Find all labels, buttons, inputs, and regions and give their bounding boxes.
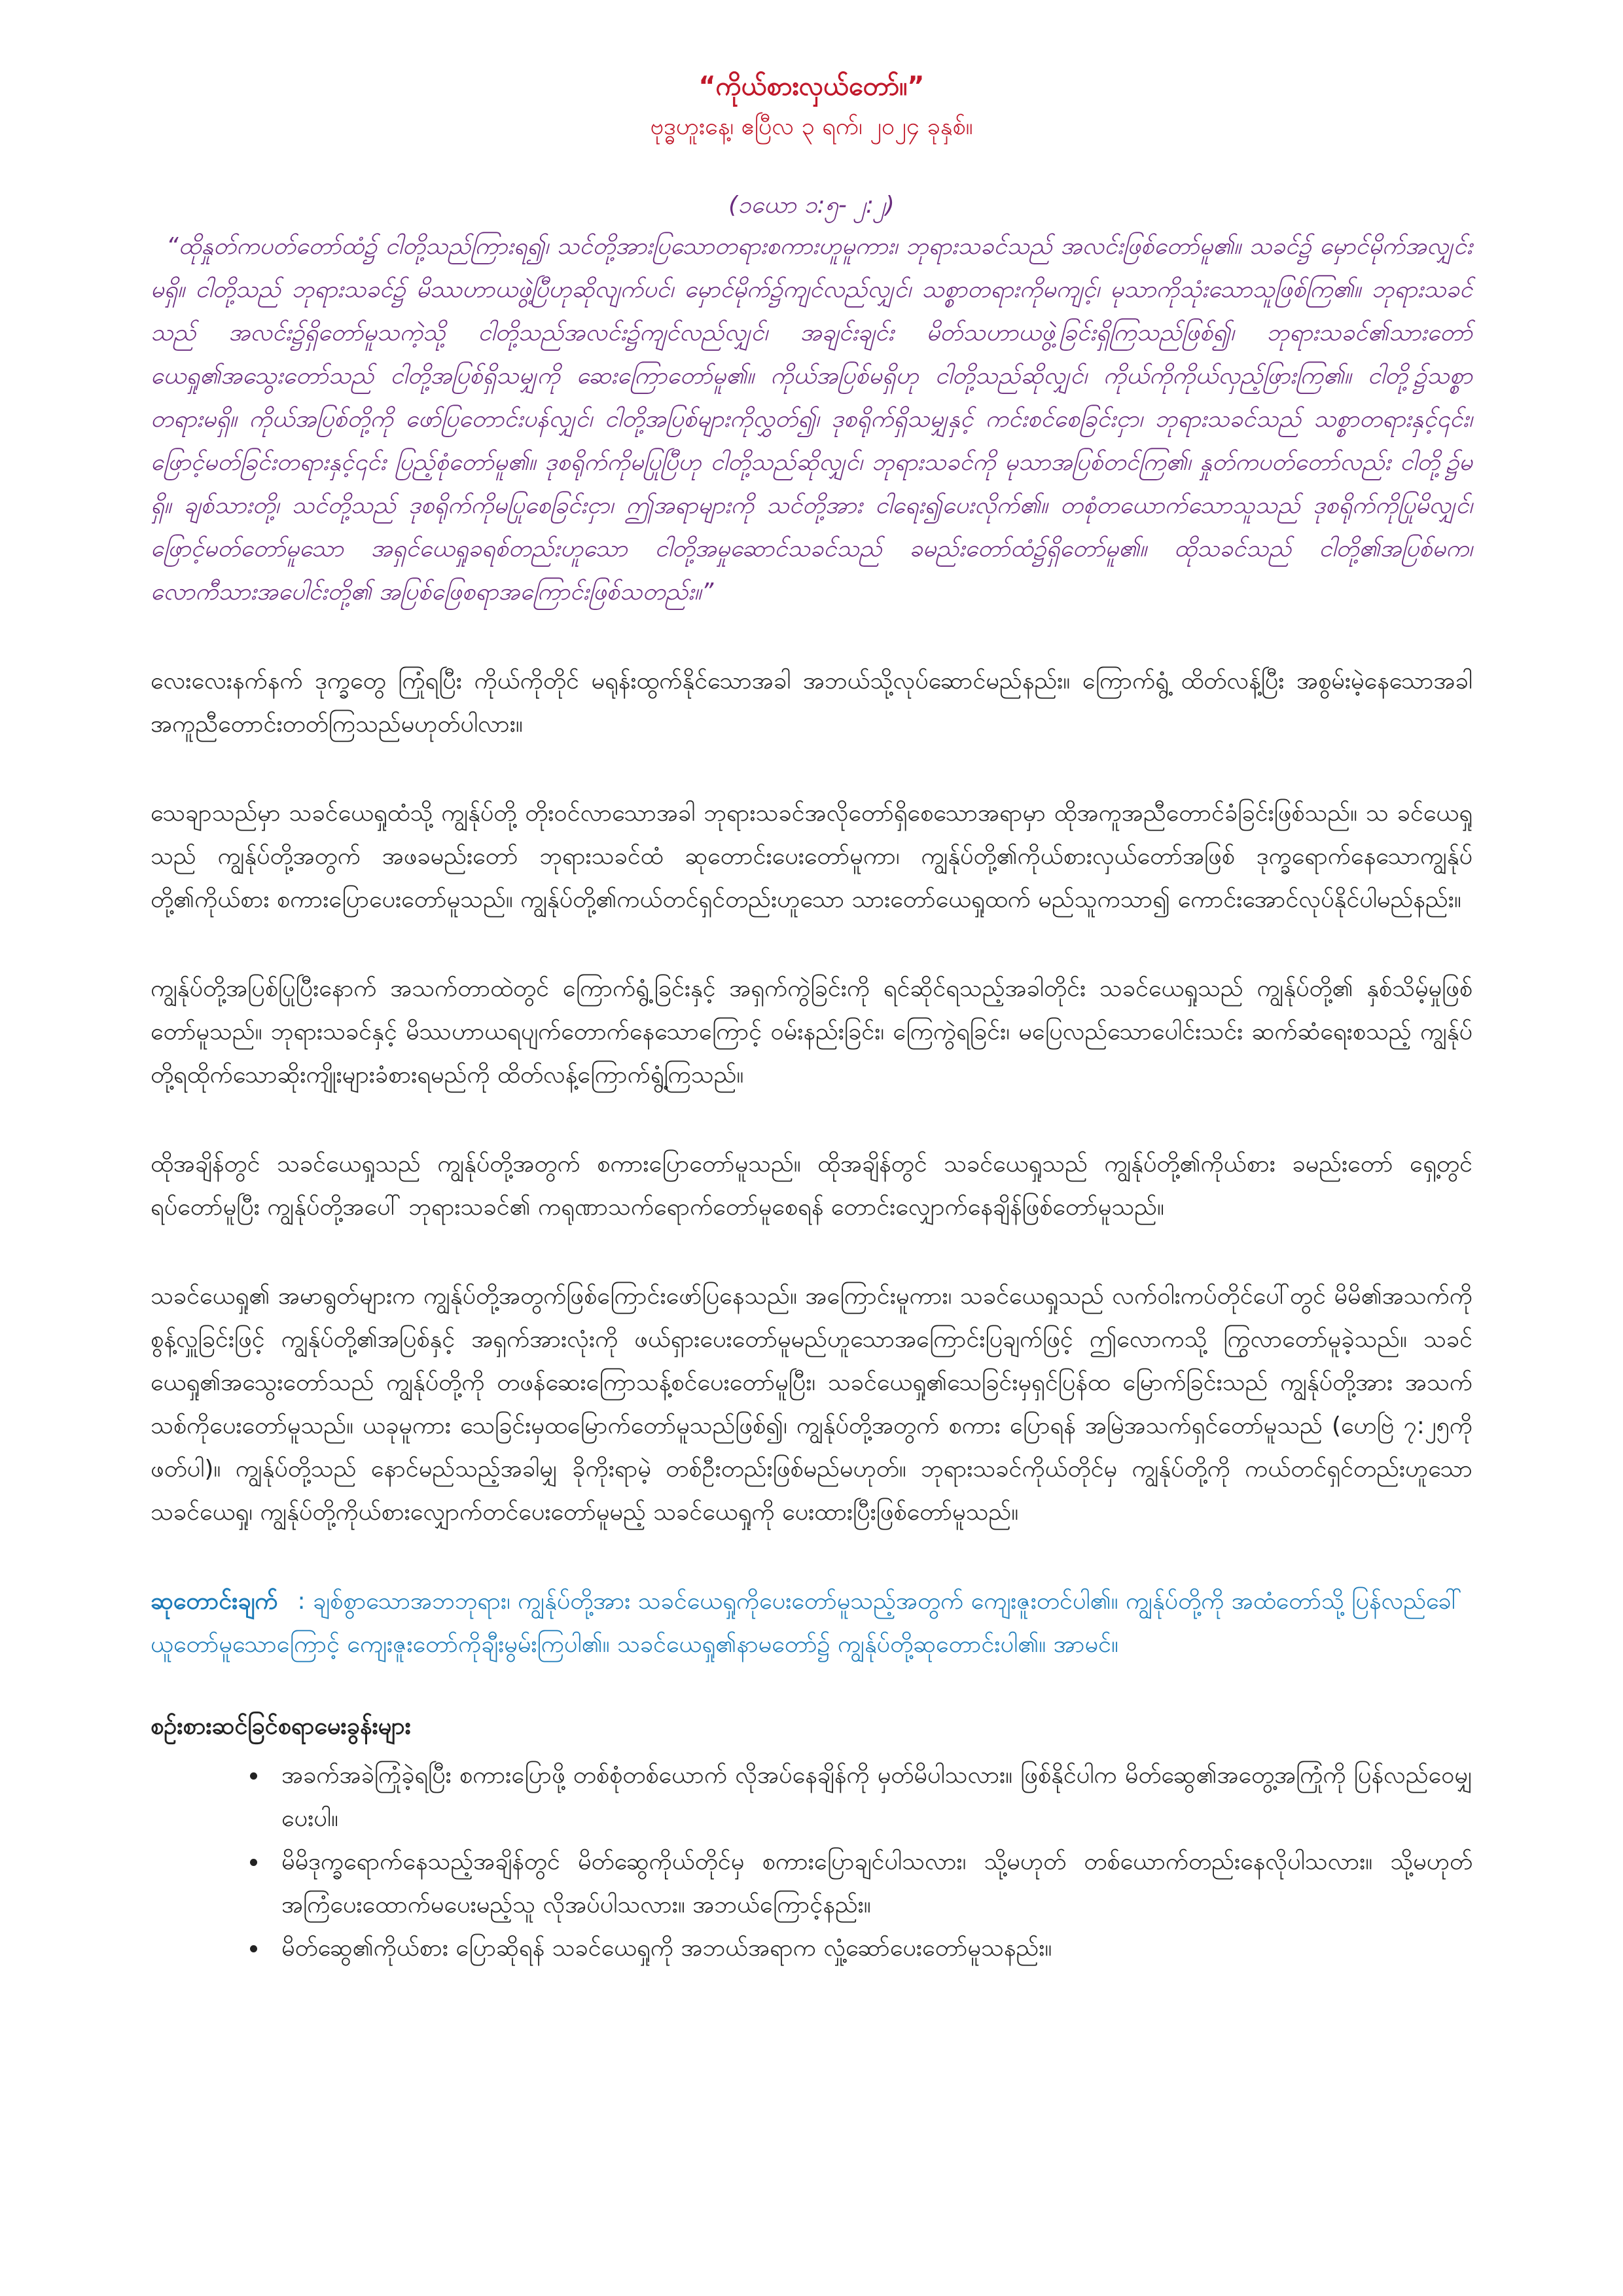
body-paragraph-3: ကျွန်ုပ်တို့အပြစ်ပြုပြီးနောက် အသက်တာထဲတွင် ကြောက်ရွံ့ခြင်းနှင့် အရှက်ကွဲခြင်းကို ရင်ဆိုင်ရသည့်အခါတိုင်း သခင်ယေရှုသည် ကျွန်ုပ်တို့၏ နှစ်သိမ့်မှုဖြစ်တော်မူသည်။ ဘုရားသခင်နှင့် မိဿဟာယရပျက်တောက်နေသောကြောင့် ဝမ်းနည်းခြင်း၊ ကြေကွဲရခြင်း၊ မပြေလည်သောပေါင်းသင်း ဆက်ဆံရေးစသည့် ကျွန်ုပ်တို့ရထိုက်သောဆိုးကျိုးများခံစားရမည်ကို ထိတ်လန့်ကြောက်ရွံ့ကြသည်။ xyxy=(151,975,1472,1088)
page-date: ဗုဒ္ဓဟူးနေ့၊ ဧပြီလ ၃ ရက်၊ ၂၀၂၄ ခုနှစ်။ xyxy=(650,113,973,140)
devotional-page xyxy=(151,65,1472,1970)
body-paragraph-2: သေချာသည်မှာ သခင်ယေရှုထံသို့ ကျွန်ုပ်တို့ တိုးဝင်လာသောအခါ ဘုရားသခင်အလိုတော်ရှိစေသောအရာမှာ ထိုအကူအညီတောင်ခံခြင်းဖြစ်သည်။ သ ခင်ယေရှုသည် ကျွန်ုပ်တို့အတွက် အဖခမည်းတော် ဘုရားသခင်ထံ ဆုတောင်းပေးတော်မူကာ၊ ကျွန်ုပ်တို့၏ကိုယ်စားလှယ်တော်အဖြစ် ဒုက္ခရောက်နေသောကျွန်ုပ်တို့၏ကိုယ်စား စကားပြောပေးတော်မူသည်။ ကျွန်ုပ်တို့၏ကယ်တင်ရှင်တည်းဟူသော သားတော်ယေရှုထက် မည်သူကသာ၍ ကောင်းအောင်လုပ်နိုင်ပါမည်နည်း။ xyxy=(151,800,1472,913)
prayer-text: : ချစ်စွာသောအဘဘုရား၊ ကျွန်ုပ်တို့အား သခင်ယေရှုကိုပေးတော်မူသည့်အတွက် ကျေးဇူးတင်ပါ၏။ ကျွန်ုပ်တို့ကို အထံတော်သို့ ပြန်လည်ခေါ်ယူတော်မူသောကြောင့် ကျေးဇူးတော်ကိုချီးမွမ်းကြပါ၏။ သခင်ယေရှု၏နာမတော်၌ ကျွန်ုပ်တို့ဆုတောင်းပါ၏။ အာမင်။ xyxy=(151,1588,1462,1658)
scripture-reference: (၁ယော ၁:၅- ၂:၂) xyxy=(728,192,895,219)
body-paragraph-1: လေးလေးနက်နက် ဒုက္ခတွေ ကြုံရပြီး ကိုယ်ကိုတိုင် မရုန်းထွက်နိုင်သောအခါ အဘယ်သို့လုပ်ဆောင်မည်နည်း။ ကြောက်ရွံ့ ထိတ်လန့်ပြီး အစွမ်းမဲ့နေသောအခါ အကူညီတောင်းတတ်ကြသည်မဟုတ်ပါလား။ xyxy=(151,668,1472,738)
page-title: “ကိုယ်စားလှယ်တော်။” xyxy=(698,71,925,101)
body-paragraph-5: သခင်ယေရှု၏ အမာရွတ်များက ကျွန်ုပ်တို့အတွက်ဖြစ်ကြောင်းဖော်ပြနေသည်။ အကြောင်းမူကား၊ သခင်ယေရှုသည် လက်ဝါးကပ်တိုင်ပေါ်တွင် မိမိ၏အသက်ကိုစွန့်လှူခြင်းဖြင့် ကျွန်ုပ်တို့၏အပြစ်နှင့် အရှက်အားလုံးကို ဖယ်ရှားပေးတော်မူမည်ဟူသောအကြောင်းပြချက်ဖြင့် ဤလောကသို့ ကြွလာတော်မူခဲ့သည်။ သခင်ယေရှု၏အသွေးတော်သည် ကျွန်ုပ်တို့ကို တဖန်ဆေးကြောသန့်စင်ပေးတော်မူပြီး၊ သခင်ယေရှု၏သေခြင်းမှရှင်ပြန်ထ မြောက်ခြင်းသည် ကျွန်ုပ်တို့အား အသက်သစ်ကိုပေးတော်မူသည်။ ယခုမူကား သေခြင်းမှထမြောက်တော်မူသည်ဖြစ်၍၊ ကျွန်ုပ်တို့အတွက် စကား ပြောရန် အမြဲအသက်ရှင်တော်မူသည် (ဟေဗြဲ ၇:၂၅ကိုဖတ်ပါ)။ ကျွန်ုပ်တို့သည် နောင်မည်သည့်အခါမျှ ခိုကိုးရာမဲ့ တစ်ဦးတည်းဖြစ်မည်မဟုတ်။ ဘုရားသခင်ကိုယ်တိုင်မှ ကျွန်ုပ်တို့ကို ကယ်တင်ရှင်တည်းဟူသော သခင်ယေရှု၊ ကျွန်ုပ်တို့ကိုယ်စားလျှောက်တင်ပေးတော်မူမည့် သခင်ယေရှုကို ပေးထားပြီးဖြစ်တော်မူသည်။ xyxy=(151,1283,1472,1526)
questions-heading: စဉ်းစားဆင်ခြင်စရာမေးခွန်းများ xyxy=(151,1713,411,1740)
prayer-block xyxy=(151,1580,1472,1666)
questions-list xyxy=(151,1754,1472,1970)
question-item: • အခက်အခဲကြုံခဲ့ရပြီး စကားပြောဖို့ တစ်စုံတစ်ယောက် လိုအပ်နေချိန်ကို မှတ်မိပါသလား။ ဖြစ်နိုင်ပါက မိတ်ဆွေ၏အတွေ့အကြုံကို ပြန်လည်ဝေမျှပေးပါ။ xyxy=(268,1754,1472,1840)
body-paragraph-4: ထိုအချိန်တွင် သခင်ယေရှုသည် ကျွန်ုပ်တို့အတွက် စကားပြောတော်မူသည်။ ထိုအချိန်တွင် သခင်ယေရှုသည် ကျွန်ုပ်တို့၏ကိုယ်စား ခမည်းတော် ရှေ့တွင် ရပ်တော်မူပြီး ကျွန်ုပ်တို့အပေါ် ဘုရားသခင်၏ ကရုဏာသက်ရောက်တော်မူစေရန် တောင်းလျှောက်နေချိန်ဖြစ်တော်မူသည်။ xyxy=(151,1151,1472,1221)
question-item: • မိတ်ဆွေ၏ကိုယ်စား ပြောဆိုရန် သခင်ယေရှုကို အဘယ်အရာက လှုံ့ဆော်ပေးတော်မူသနည်း။ xyxy=(268,1927,1472,1970)
prayer-label: ဆုတောင်းချက် xyxy=(151,1588,278,1615)
question-item: • မိမိဒုက္ခရောက်နေသည့်အချိန်တွင် မိတ်ဆွေကိုယ်တိုင်မှ စကားပြောချင်ပါသလား၊ သို့မဟုတ် တစ်ယောက်တည်းနေလိုပါသလား။ သို့မဟုတ် အကြံပေးထောက်မပေးမည့်သူ လိုအပ်ပါသလား။ အဘယ်ကြောင့်နည်း။ xyxy=(268,1840,1472,1927)
scripture-text: “ထိုနှုတ်ကပတ်တော်ထံ၌ ငါတို့သည်ကြားရ၍၊ သင်တို့အားပြသောတရားစကားဟူမူကား၊ ဘုရားသခင်သည် အလင်းဖြစ်တော်မူ၏။ သခင်၌ မှောင်မိုက်အလျှင်းမရှိ။ ငါတို့သည် ဘုရားသခင်၌ မိဿဟာယဖွဲ့ပြီဟုဆိုလျက်ပင်၊ မှောင်မိုက်၌ကျင်လည်လျှင်၊ သစ္စာတရားကိုမကျင့်၊ မုသာကိုသုံးသောသူဖြစ်ကြ၏။ ဘုရားသခင်သည် အလင်း၌ရှိတော်မူသကဲ့သို့ ငါတို့သည်အလင်း၌ကျင်လည်လျှင်၊ အချင်းချင်း မိတ်သဟာယဖွဲ့ခြင်းရှိကြသည်ဖြစ်၍၊ ဘုရားသခင်၏သားတော်ယေရှု၏အသွေးတော်သည် ငါတို့အပြစ်ရှိသမျှကို ဆေးကြောတော်မူ၏။ ကိုယ်အပြစ်မရှိဟု ငါတို့သည်ဆိုလျှင်၊ ကိုယ်ကိုကိုယ်လှည့်ဖြားကြ၏။ ငါတို့၌သစ္စာတရားမရှိ။ ကိုယ်အပြစ်တို့ကို ဖော်ပြတောင်းပန်လျှင်၊ ငါတို့အပြစ်များကိုလွှတ်၍၊ ဒုစရိုက်ရှိသမျှနှင့် ကင်းစင်စေခြင်းငှာ၊ ဘုရားသခင်သည် သစ္စာတရားနှင့်၎င်း၊ ဖြောင့်မတ်ခြင်းတရားနှင့်၎င်း ပြည့်စုံတော်မူ၏။ ဒုစရိုက်ကိုမပြုပြီဟု ငါတို့သည်ဆိုလျှင်၊ ဘုရားသခင်ကို မုသာအပြစ်တင်ကြ၏၊ နှုတ်ကပတ်တော်လည်း ငါတို့၌မရှိ။ ချစ်သားတို့၊ သင်တို့သည် ဒုစရိုက်ကိုမပြုစေခြင်းငှာ၊ ဤအရာများကို သင်တို့အား ငါရေး၍ပေးလိုက်၏။ တစုံတယောက်သောသူသည် ဒုစရိုက်ကိုပြုမိလျှင်၊ ဖြောင့်မတ်တော်မူသော အရှင်ယေရှုခရစ်တည်းဟူသော ငါတို့အမှုဆောင်သခင်သည် ခမည်းတော်ထံ၌ရှိတော်မူ၏။ ထိုသခင်သည် ငါတို့၏အပြစ်မက၊ လောကီသားအပေါင်းတို့၏ အပြစ်ဖြေစရာအကြောင်းဖြစ်သတည်း။” xyxy=(151,233,1472,605)
